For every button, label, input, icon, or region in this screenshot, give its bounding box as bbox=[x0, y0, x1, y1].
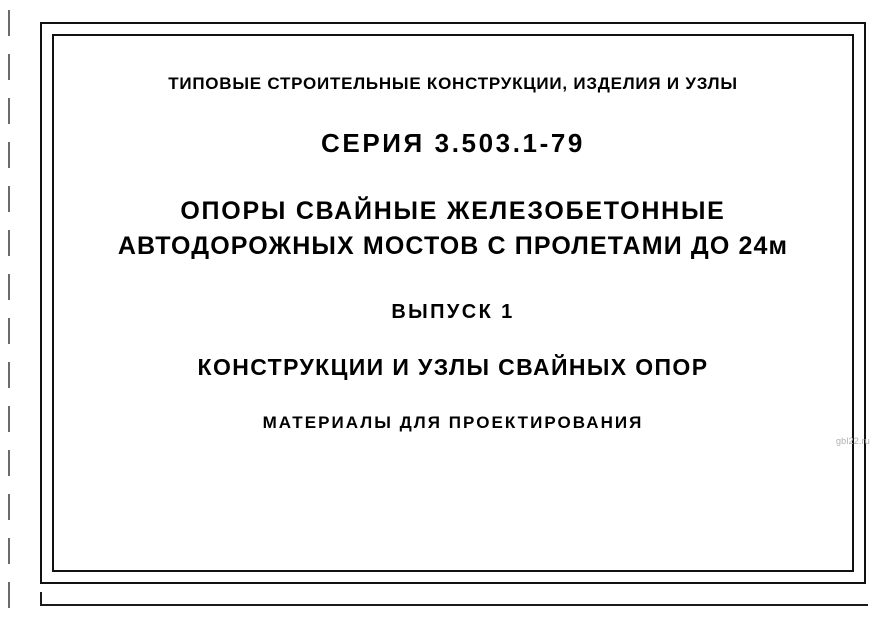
document-title-line-2: АВТОДОРОЖНЫХ МОСТОВ С ПРОЛЕТАМИ ДО 24м bbox=[117, 232, 789, 260]
binding-edge-marks bbox=[8, 10, 10, 610]
issue-number: ВЫПУСК 1 bbox=[391, 301, 515, 323]
page-bottom-rule bbox=[40, 604, 868, 606]
document-category-line: ТИПОВЫЕ СТРОИТЕЛЬНЫЕ КОНСТРУКЦИИ, ИЗДЕЛИЯ И УЗЛЫ bbox=[168, 74, 738, 93]
title-block bbox=[52, 34, 854, 572]
document-note: МАТЕРИАЛЫ ДЛЯ ПРОЕКТИРОВАНИЯ bbox=[262, 413, 644, 432]
series-number: СЕРИЯ 3.503.1-79 bbox=[321, 128, 585, 158]
page-bottom-rule-tick bbox=[40, 592, 42, 606]
document-subtitle: КОНСТРУКЦИИ И УЗЛЫ СВАЙНЫХ ОПОР bbox=[197, 354, 709, 380]
watermark-text: gbl22.ru bbox=[836, 436, 870, 446]
document-title-line-1: ОПОРЫ СВАЙНЫЕ ЖЕЛЕЗОБЕТОННЫЕ bbox=[180, 197, 726, 225]
